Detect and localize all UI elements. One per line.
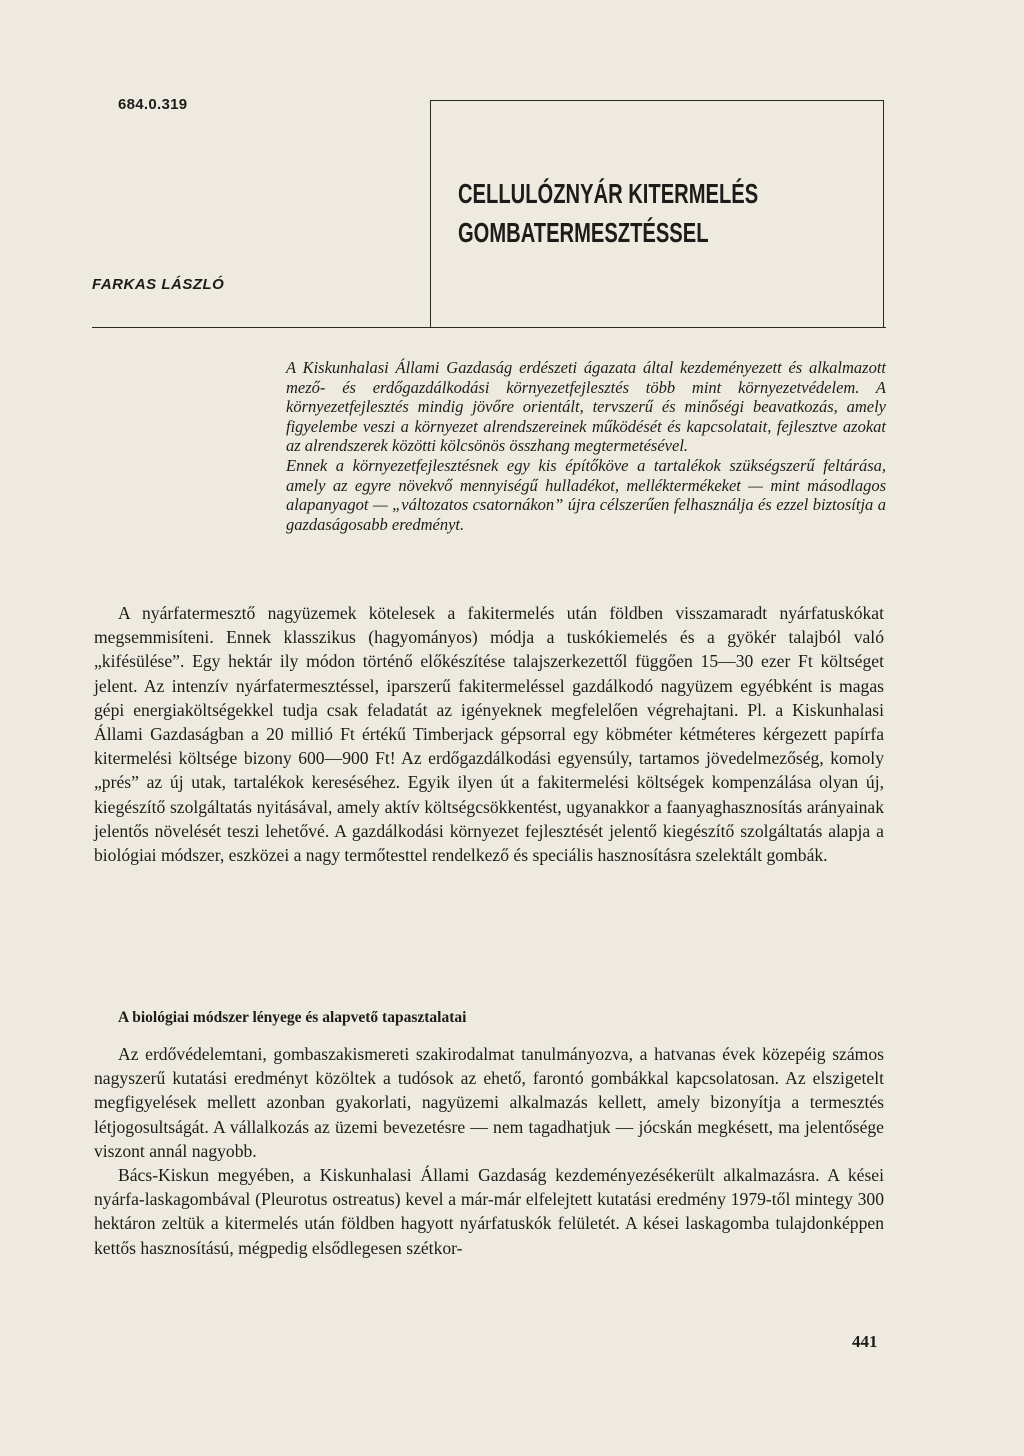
body-text-section xyxy=(94,1042,884,1260)
title-line-2: GOMBATERMESZTÉSSEL xyxy=(458,217,709,248)
section-heading: A biológiai módszer lényege és alapvető tapasztalatai xyxy=(118,1009,467,1026)
page-number: 441 xyxy=(852,1332,878,1351)
title-line-1: CELLULÓZNYÁR KITERMELÉS xyxy=(458,178,759,209)
udc-code: 684.0.319 xyxy=(118,96,188,113)
body-text xyxy=(94,601,884,867)
header-divider xyxy=(92,327,886,328)
abstract xyxy=(286,358,886,534)
body-paragraph: A nyárfatermesztő nagyüzemek kötelesek a fakitermelés után földben visszamaradt nyárfatuskókat megsemmisíteni. Ennek klasszikus (hagyományos) módja a tuskókiemelés és a gyökér talajból való „kifésülése”. Egy hektár ily módon történő előkészítése talajszerkezettől függően 15—30 ezer Ft költséget jelent. Az intenzív nyárfatermesztéssel, iparszerű fakitermeléssel gazdálkodó nagyüzem egyébként is magas gépi energiaköltségekkel tudja csak feladatát az igényeknek megfelelően végrehajtani. Pl. a Kiskunhalasi Állami Gazdaságban a 20 millió Ft értékű Timberjack gépsorral egy köbméter kétméteres kérgezett papírfa kitermelési költsége bizony 600—900 Ft! Az erdőgazdálkodási egyensúly, tartamos jövedelmezőség, komoly „prés” az új utak, tartalékok kereséséhez. Egyik ilyen út a fakitermelési költségek kompenzálása olyan új, kiegészítő szolgáltatás nyitásával, amely aktív költségcsökkentést, ugyanakkor a faanyaghasznosítás arányainak jelentős növelését teszi lehetővé. A gazdálkodási környezet fejlesztését jelentő kiegészítő szolgáltatás alapja a biológiai módszer, eszközei a nagy termőtesttel rendelkező és speciális hasznosításra szelektált gombák. xyxy=(94,603,884,866)
article-title xyxy=(458,174,760,252)
abstract-paragraph: Ennek a környezetfejlesztésnek egy kis építőköve a tartalékok szükségszerű feltárása, amely az egyre növekvő mennyiségű hulladékot, melléktermékeket — mint másodlagos alapanyagot — „változatos csatornákon” újra célszerűen felhasználja és ezzel biztosítja a gazdaságosabb eredményt. xyxy=(286,455,886,534)
abstract-paragraph: A Kiskunhalasi Állami Gazdaság erdészeti ágazata által kezdeményezett és alkalmazott mező- és erdőgazdálkodási környezetfejlesztés több mint környezetvédelem. A környezetfejlesztés mindig jövőre orientált, tervszerű és minőségi beavatkozás, amely figyelembe veszi a környezet alrendszereinek működését és kapcsolatait, fejlesztve azokat az alrendszerek közötti kölcsönös összhang megtermetésével. xyxy=(286,358,886,456)
body-paragraph: Bács-Kiskun megyében, a Kiskunhalasi Állami Gazdaság kezdeményezésékerült alkalmazásra. A kései nyárfa-laskagombával (Pleurotus ostreatus) kevel a már-már elfelejtett kutatási eredmény 1979-től mintegy 300 hektáron zeltük a kitermelés után földben hagyott nyárfatuskók felületét. A kései laskagomba tulajdonképpen kettős hasznosítású, mégpedig elsődlegesen szétkor- xyxy=(94,1165,884,1258)
body-paragraph: Az erdővédelemtani, gombaszakismereti szakirodalmat tanulmányozva, a hatvanas évek közepéig számos nagyszerű kutatási eredményt közöltek a tudósok az ehető, farontó gombákkal kapcsolatosan. Az elszigetelt megfigyelések mellett azonban gyakorlati, nagyüzemi alkalmazás kellett, amely bizonyítja a termesztés létjogosultságát. A vállalkozás az üzemi bevezetésre — nem tagadhatjuk — jócskán megkésett, ma jelentősége viszont annál nagyobb. xyxy=(94,1044,884,1161)
author-name: FARKAS LÁSZLÓ xyxy=(92,276,225,293)
